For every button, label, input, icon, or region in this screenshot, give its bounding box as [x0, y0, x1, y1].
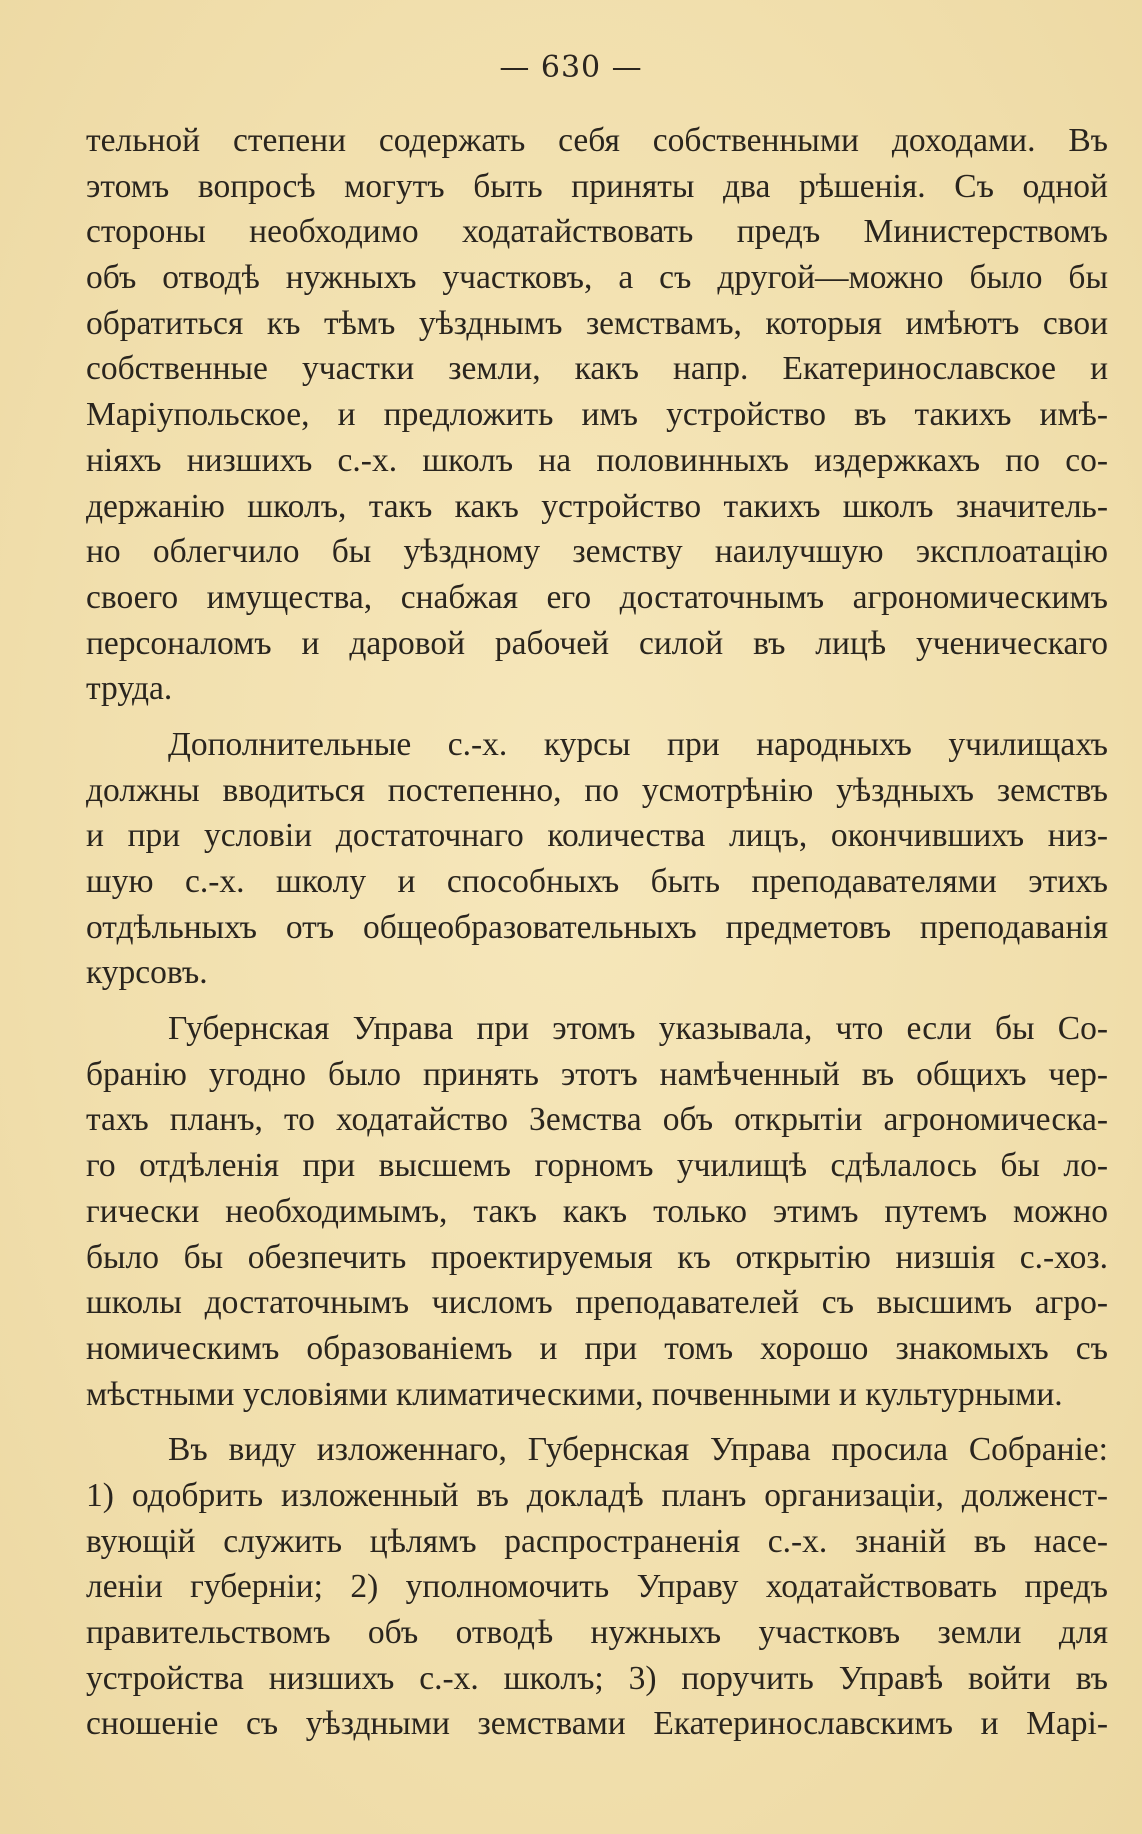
text-line: Въ виду изложеннаго, Губернская Управа просила Собраніе: [168, 1431, 1108, 1469]
text-line: сношеніе съ уѣздными земствами Екатеринославскимъ и Марі- [86, 1705, 1108, 1743]
page-number: — 630 — [499, 50, 643, 85]
text-line: этомъ вопросѣ могутъ быть приняты два рѣшенія. Съ одной [86, 167, 1108, 205]
text-line: своего имущества, снабжая его достаточнымъ агрономическимъ [86, 578, 1108, 616]
text-line: собственные участки земли, какъ напр. Екатеринославское и [86, 350, 1108, 388]
paragraph-1 [86, 118, 1108, 712]
text-line: должны вводиться постепенно, по усмотрѣнію уѣздныхъ земствъ [86, 771, 1108, 809]
text-line: тахъ планъ, то ходатайство Земства объ открытіи агрономическа- [86, 1101, 1108, 1139]
text-line: Маріупольское, и предложить имъ устройство въ такихъ имѣ- [86, 396, 1108, 434]
text-line: и при условіи достаточнаго количества лицъ, окончившихъ низ- [86, 817, 1108, 855]
text-line: объ отводѣ нужныхъ участковъ, а съ другой—можно было бы [86, 259, 1108, 297]
text-line: бранію угодно было принять этотъ намѣченный въ общихъ чер- [86, 1055, 1108, 1093]
text-line: труда. [86, 670, 173, 708]
text-line: но облегчило бы уѣздному земству наилучшую эксплоатацію [86, 533, 1108, 571]
text-line: леніи губерніи; 2) уполномочить Управу ходатайствовать предъ [86, 1568, 1108, 1606]
text-line: стороны необходимо ходатайствовать предъ Министерствомъ [86, 213, 1108, 251]
text-line: было бы обезпечить проектируемыя къ открытію низшія с.-хоз. [86, 1238, 1108, 1276]
text-line: держанію школъ, такъ какъ устройство такихъ школъ значитель- [86, 487, 1108, 525]
paragraph-4 [86, 1427, 1108, 1747]
text-line: школы достаточнымъ числомъ преподавателей съ высшимъ агро- [86, 1284, 1108, 1322]
text-line: 1) одобрить изложенный въ докладѣ планъ организаціи, долженст- [86, 1476, 1108, 1514]
text-line: вующій служить цѣлямъ распространенія с.-х. знаній въ насе- [86, 1522, 1108, 1560]
text-line: номическимъ образованіемъ и при томъ хорошо знакомыхъ съ [86, 1329, 1108, 1367]
text-line: отдѣльныхъ отъ общеобразовательныхъ предметовъ преподаванія [86, 908, 1108, 946]
body-text [86, 118, 1108, 1747]
text-line: правительствомъ объ отводѣ нужныхъ участковъ земли для [86, 1614, 1108, 1651]
text-line: мѣстными условіями климатическими, почвенными и культурными. [86, 1375, 1063, 1413]
text-line: обратиться къ тѣмъ уѣзднымъ земствамъ, которыя имѣютъ свои [86, 304, 1108, 342]
text-line: го отдѣленія при высшемъ горномъ училищѣ сдѣлалось бы ло- [86, 1147, 1108, 1185]
paragraph-3 [86, 1006, 1108, 1417]
text-line: устройства низшихъ с.-х. школъ; 3) поручить Управѣ войти въ [86, 1659, 1108, 1697]
text-line: шую с.-х. школу и способныхъ быть преподавателями этихъ [86, 863, 1108, 900]
text-line: ніяхъ низшихъ с.-х. школъ на половинныхъ издержкахъ по со- [86, 441, 1108, 479]
text-line: тельной степени содержать себя собственными доходами. Въ [86, 122, 1108, 159]
text-line: Губернская Управа при этомъ указывала, что если бы Со- [168, 1010, 1108, 1048]
paragraph-2 [86, 722, 1108, 996]
text-line: курсовъ. [86, 954, 208, 992]
text-line: Дополнительные с.-х. курсы при народныхъ училищахъ [168, 725, 1108, 763]
text-line: гически необходимымъ, такъ какъ только этимъ путемъ можно [86, 1192, 1108, 1230]
text-line: персоналомъ и даровой рабочей силой въ лицѣ ученическаго [86, 624, 1108, 662]
